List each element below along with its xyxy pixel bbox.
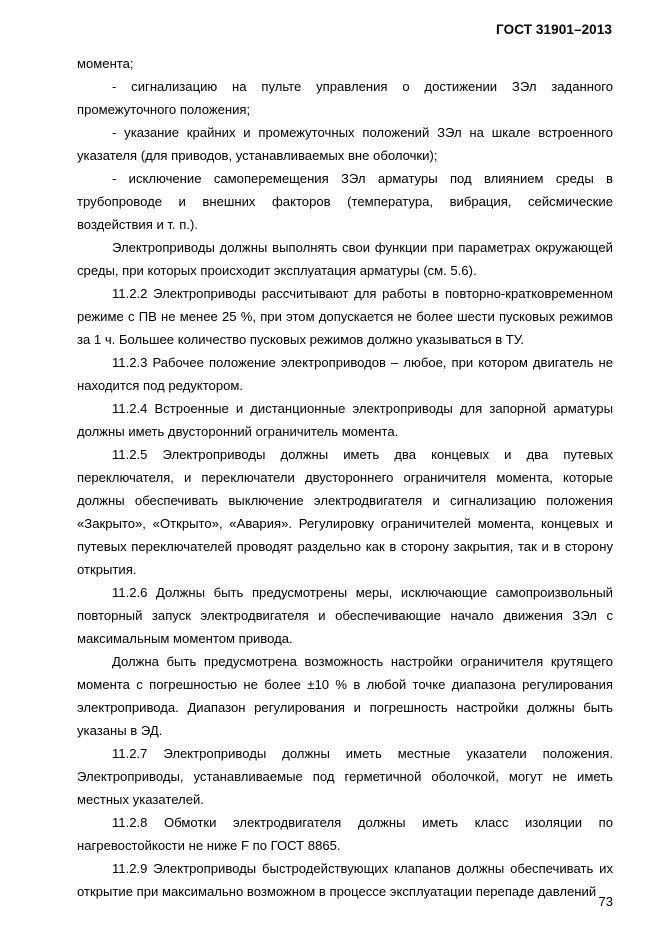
paragraph-6: 11.2.2 Электроприводы рассчитывают для работы в повторно-кратковременном режиме с ПВ не менее 25 %, при этом допускается не более шести пусковых режимов за 1 ч. Большее количество пусковых режимов должно указываться в ТУ. [77,286,613,347]
paragraph-14: 11.2.9 Электроприводы быстродействующих клапанов должны обеспечивать их открытие при максимально возможном в процессе эксплуатации перепаде давлений [77,861,613,899]
paragraph-12: 11.2.7 Электроприводы должны иметь местные указатели положения. Электроприводы, устанавливаемые под герметичной оболочкой, могут не иметь местных указателей. [77,746,613,807]
paragraph-10: 11.2.6 Должны быть предусмотрены меры, исключающие самопроизвольный повторный запуск электродвигателя и обеспечивающие начало движения ЗЭл с максимальным моментом привода. [77,585,613,646]
paragraph-3: - указание крайних и промежуточных положений ЗЭл на шкале встроенного указателя (для приводов, устанавливаемых вне оболочки); [77,125,613,163]
paragraph-1: момента; [77,56,134,71]
paragraph-9: 11.2.5 Электроприводы должны иметь два концевых и два путевых переключателя, и переключатели двустороннего ограничителя момента, которые должны обеспечивать выключение электродвигателя и сигнализацию положения «Закрыто», «Открыто», «Авария». Регулировку ограничителей момента, концевых и путевых переключателей проводят раздельно как в сторону закрытия, так и в сторону открытия. [77,447,613,577]
paragraph-7: 11.2.3 Рабочее положение электроприводов – любое, при котором двигатель не находится под редуктором. [77,355,613,393]
paragraph-8: 11.2.4 Встроенные и дистанционные электроприводы для запорной арматуры должны иметь двусторонний ограничитель момента. [77,401,613,439]
paragraph-2: - сигнализацию на пульте управления о достижении ЗЭл заданного промежуточного положения; [77,79,613,117]
document-header: ГОСТ 31901–2013 [496,22,612,37]
paragraph-4: - исключение самоперемещения ЗЭл арматуры под влиянием среды в трубопроводе и внешних факторов (температура, вибрация, сейсмические воздействия и т. п.). [77,171,613,232]
page-number: 73 [598,894,613,909]
paragraph-5: Электроприводы должны выполнять свои функции при параметрах окружающей среды, при которых происходит эксплуатация арматуры (см. 5.6). [77,240,613,278]
paragraph-11: Должна быть предусмотрена возможность настройки ограничителя крутящего момента с погрешностью не более ±10 % в любой точке диапазона регулирования электропривода. Диапазон регулирования и погрешность настройки должны быть указаны в ЭД. [77,654,613,738]
paragraph-13: 11.2.8 Обмотки электродвигателя должны иметь класс изоляции по нагревостойкости не ниже F по ГОСТ 8865. [77,815,613,853]
page-body [77,52,613,903]
